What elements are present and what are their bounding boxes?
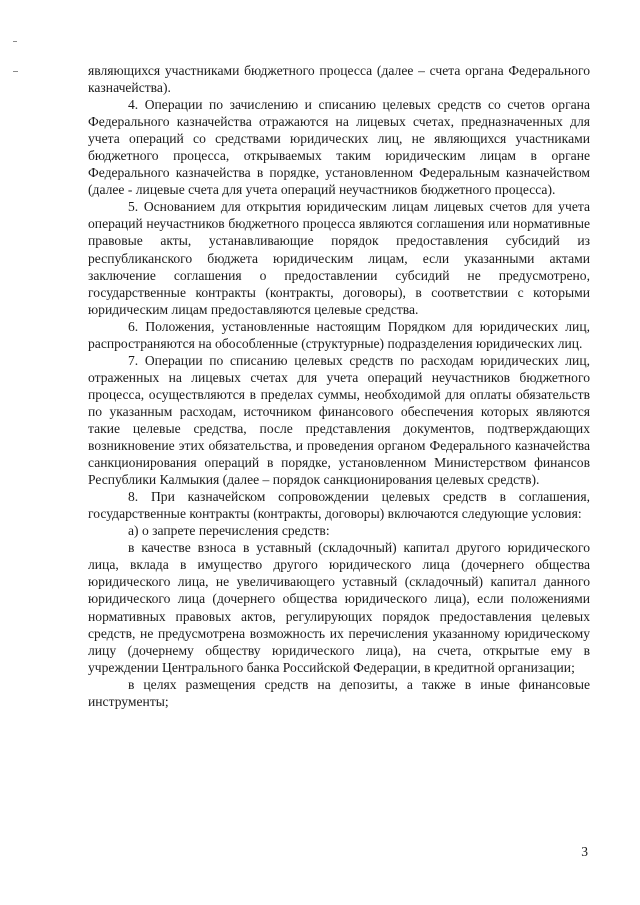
subitem-a-clause-1: в качестве взноса в уставный (складочный) капитал другого юридического лица, вклада в имущество другого юридического лица (дочернего общества юридического лица, не увеличивающего уставный (складочный) капитал данного юридического лица (дочернего общества юридического лица), если положениями нормативных правовых актов, регулирующих порядок предоставления целевых средств, не предусмотрена возможность их перечисления указанному юридическому лицу (дочернему обществу юридического лица), на счета, открытые ему в учреждении Центрального банка Российской Федерации, в кредитной организации; (88, 540, 590, 675)
paragraph-continuation: являющихся участниками бюджетного процесса (далее – счета органа Федерального казначейства). (88, 63, 590, 96)
document-body (88, 62, 590, 710)
paragraph-item-8: 8. При казначейском сопровождении целевых средств в соглашения, государственные контракты (контракты, договоры) включаются следующие условия: (88, 489, 590, 522)
paragraph-item-5: 5. Основанием для открытия юридическим лицам лицевых счетов для учета операций неучастников бюджетного процесса являются соглашения или нормативные правовые акты, устанавливающие порядок предоставления субсидий из республиканского бюджета юридическим лицам, если указанными актами заключение соглашения о предоставлении субсидий не предусмотрено, государственные контракты (контракты, договоры), в соответствии с которыми юридическим лицам предоставляются целевые средства. (88, 199, 590, 317)
paragraph-item-6: 6. Положения, установленные настоящим Порядком для юридических лиц, распространяются на обособленные (структурные) подразделения юридических лиц. (88, 318, 590, 351)
scan-artifact (13, 71, 18, 72)
paragraph-item-7: 7. Операции по списанию целевых средств по расходам юридических лиц, отраженных на лицевых счетах для учета операций неучастников бюджетного процесса, осуществляются в пределах суммы, необходимой для оплаты обязательств по указанным расходам, источником финансового обеспечения которых являются такие целевые средства, после представления документов, подтверждающих возникновение этих обязательства, и проведения органом Федерального казначейства санкционирования операций в порядке, установленном Министерством финансов Республики Калмыкия (далее – порядок санкционирования целевых средств). (88, 352, 590, 488)
paragraph-item-4: 4. Операции по зачислению и списанию целевых средств со счетов органа Федерального казначейства отражаются на лицевых счетах, предназначенных для учета операций со средствами юридических лиц, не являющихся участниками бюджетного процесса, открываемых таким юридическим лицам в органе Федерального казначейства в порядке, установленном Федеральным казначейством (далее - лицевые счета для учета операций неучастников бюджетного процесса). (88, 97, 590, 198)
scan-artifact (13, 41, 17, 42)
subitem-a-clause-2: в целях размещения средств на депозиты, а также в иные финансовые инструменты; (88, 676, 590, 709)
page-number: 3 (581, 844, 588, 859)
subitem-a: а) о запрете перечисления средств: (128, 523, 330, 539)
